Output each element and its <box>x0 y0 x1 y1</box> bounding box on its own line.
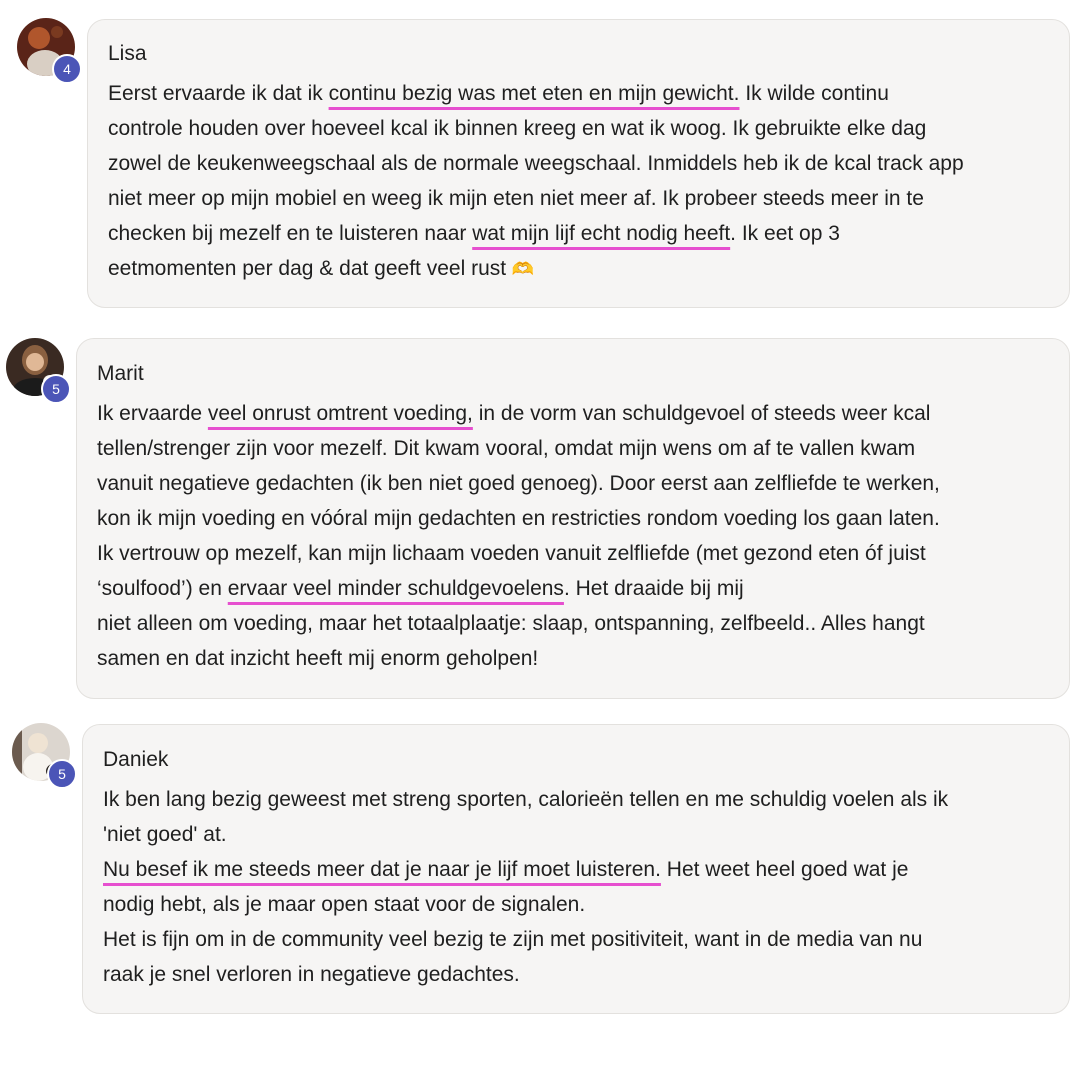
comment-text-line: ‘soulfood’) en ervaar veel minder schuldgevoelens. Het draaide bij mij <box>97 577 744 600</box>
comment-bubble <box>76 338 1070 699</box>
heart-hands-icon: 🫶 <box>511 259 535 280</box>
author-name[interactable]: Marit <box>97 362 144 385</box>
highlighted-text: ervaar veel minder schuldgevoelens <box>227 577 564 600</box>
comment-text-line: 'niet goed' at. <box>103 823 227 846</box>
comment-text-line: niet meer op mijn mobiel en weeg ik mijn eten niet meer af. Ik probeer steeds meer in te <box>108 187 924 210</box>
comment-text-line: kon ik mijn voeding en vóóral mijn gedachten en restricties rondom voeding los gaan laten. <box>97 507 940 530</box>
level-badge: 5 <box>41 374 71 404</box>
level-badge: 4 <box>52 54 82 84</box>
highlighted-text: wat mijn lijf echt nodig heeft <box>472 222 731 245</box>
comment-text-line: zowel de keukenweegschaal als de normale weegschaal. Inmiddels heb ik de kcal track app <box>108 152 964 175</box>
highlighted-text: veel onrust omtrent voeding, <box>207 402 473 425</box>
comment-text-line: Ik vertrouw op mezelf, kan mijn lichaam voeden vanuit zelfliefde (met gezond eten óf juist <box>97 542 926 565</box>
comment-text-line: checken bij mezelf en te luisteren naar wat mijn lijf echt nodig heeft. Ik eet op 3 <box>108 222 840 245</box>
comment-text-line: Ik ervaarde veel onrust omtrent voeding, in de vorm van schuldgevoel of steeds weer kcal <box>97 402 931 425</box>
comment-text-line: Eerst ervaarde ik dat ik continu bezig was met eten en mijn gewicht. Ik wilde continu <box>108 82 889 105</box>
highlighted-text: Nu besef ik me steeds meer dat je naar je lijf moet luisteren. <box>103 858 661 881</box>
highlighted-text: continu bezig was met eten en mijn gewicht. <box>328 82 740 105</box>
comment-text-line: eetmomenten per dag & dat geeft veel rust 🫶 <box>108 257 535 280</box>
author-name[interactable]: Lisa <box>108 42 147 65</box>
comment-bubble <box>87 19 1070 308</box>
comment-text-line: raak je snel verloren in negatieve gedachtes. <box>103 963 520 986</box>
comment-text-line: nodig hebt, als je maar open staat voor de signalen. <box>103 893 586 916</box>
comment-bubble <box>82 724 1070 1014</box>
comment-text-line: Nu besef ik me steeds meer dat je naar je lijf moet luisteren. Het weet heel goed wat je <box>103 858 909 881</box>
comment-text-line: controle houden over hoeveel kcal ik binnen kreeg en wat ik woog. Ik gebruikte elke dag <box>108 117 927 140</box>
comment-text-line: niet alleen om voeding, maar het totaalplaatje: slaap, ontspanning, zelfbeeld.. Alles hangt <box>97 612 925 635</box>
author-name[interactable]: Daniek <box>103 748 169 771</box>
comment-text-line: Ik ben lang bezig geweest met streng sporten, calorieën tellen en me schuldig voelen als ik <box>103 788 949 811</box>
comment-text-line: Het is fijn om in de community veel bezig te zijn met positiviteit, want in de media van nu <box>103 928 923 951</box>
level-badge: 5 <box>47 759 77 789</box>
comment-text-line: vanuit negatieve gedachten (ik ben niet goed genoeg). Door eerst aan zelfliefde te werken, <box>97 472 940 495</box>
comment-text-line: samen en dat inzicht heeft mij enorm geholpen! <box>97 647 539 670</box>
comment-text-line: tellen/strenger zijn voor mezelf. Dit kwam vooral, omdat mijn wens om af te vallen kwam <box>97 437 916 460</box>
